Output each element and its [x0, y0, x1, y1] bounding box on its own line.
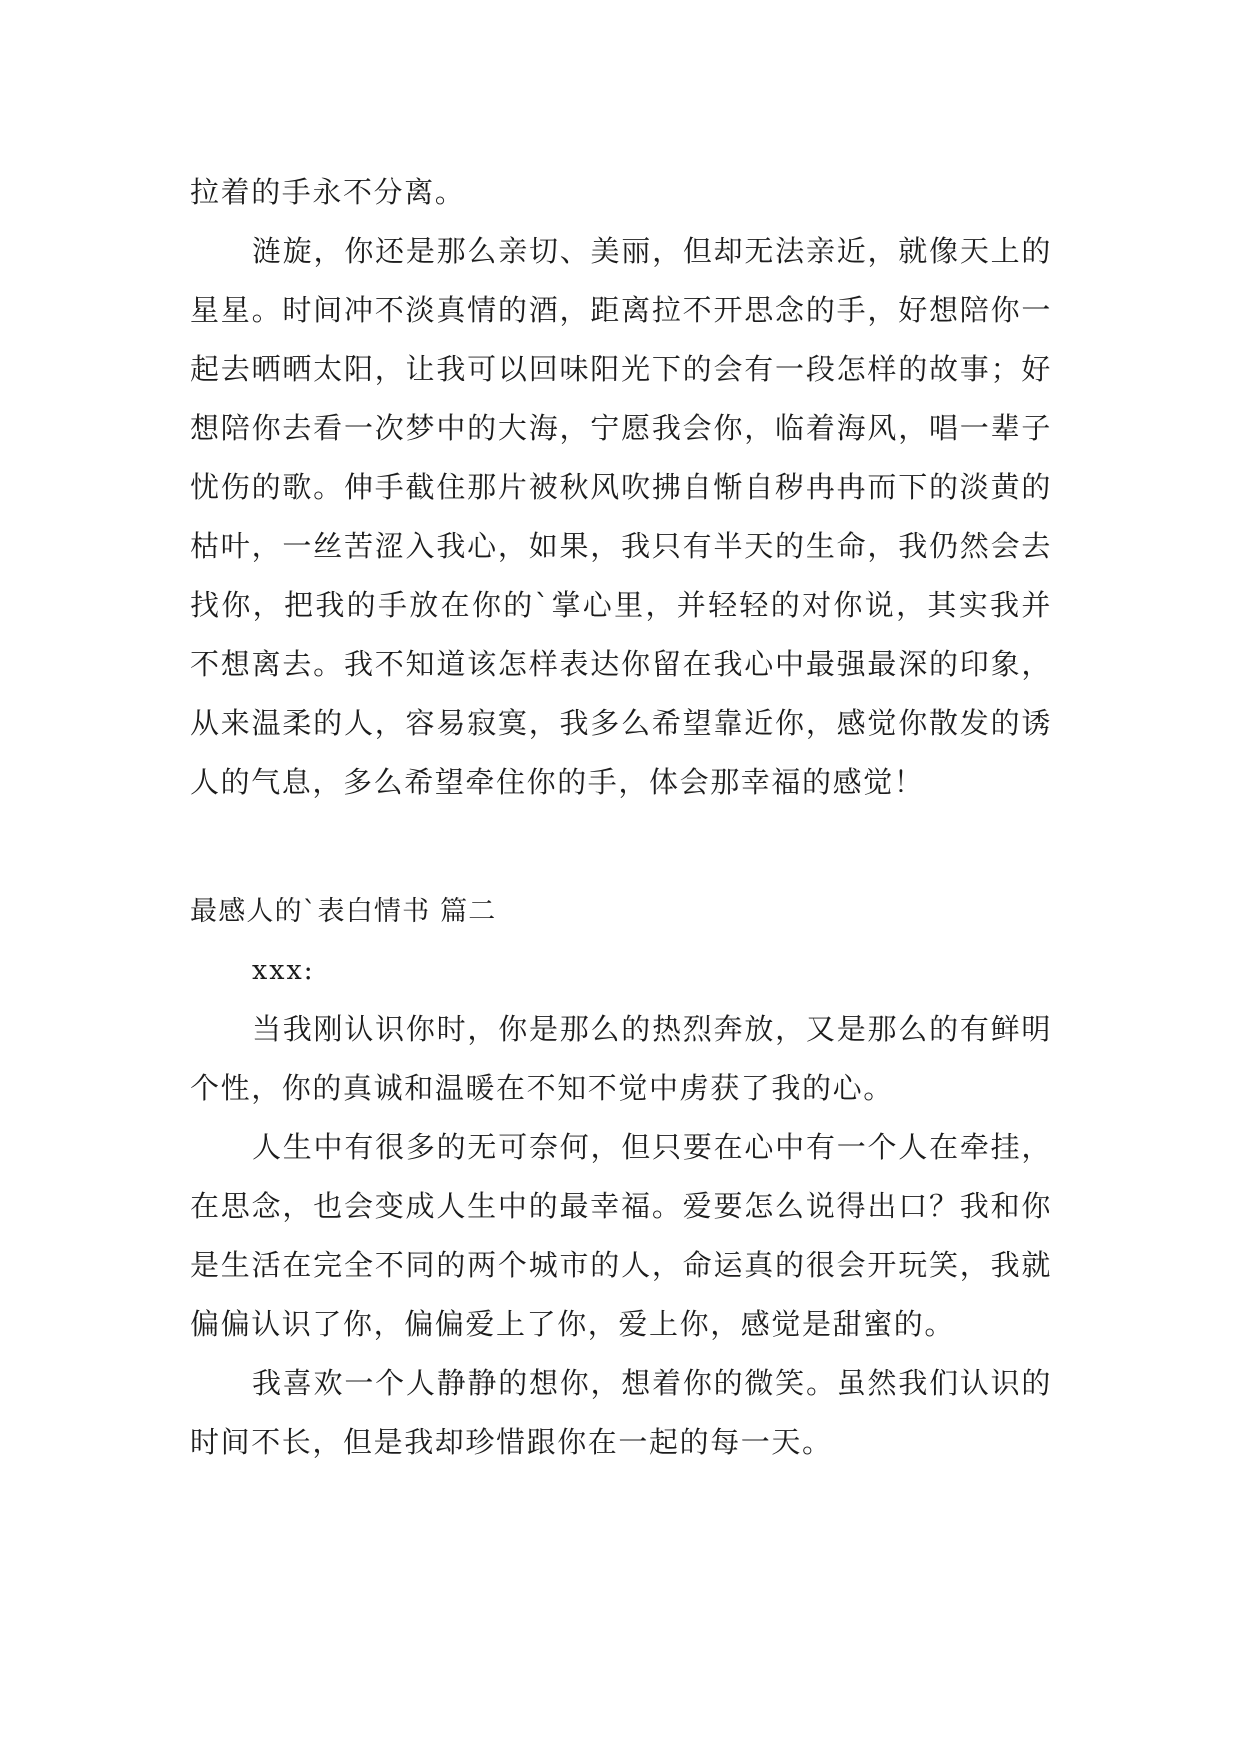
paragraph-section2-2: 人生中有很多的无可奈何，但只要在心中有一个人在牵挂，在思念，也会变成人生中的最幸福。爱要怎么说得出口？我和你是生活在完全不同的两个城市的人，命运真的很会开玩笑，我就偏偏认识了你，偏偏爱上了你，爱上你，感觉是甜蜜的。	[190, 1130, 1052, 1341]
section-heading: 最感人的`表白情书 篇二	[190, 896, 497, 927]
section-spacer	[190, 812, 1052, 882]
salutation: xxx:	[252, 955, 315, 986]
document-body	[190, 163, 1052, 1472]
paragraph-section1: 涟旋，你还是那么亲切、美丽，但却无法亲近，就像天上的星星。时间冲不淡真情的酒，距离拉不开思念的手，好想陪你一起去晒晒太阳，让我可以回味阳光下的会有一段怎样的故事；好想陪你去看一次梦中的大海，宁愿我会你，临着海风，唱一辈子忧伤的歌。伸手截住那片被秋风吹拂自惭自秽冉冉而下的淡黄的枯叶，一丝苦涩入我心，如果，我只有半天的生命，我仍然会去找你，把我的手放在你的`掌心里，并轻轻的对你说，其实我并不想离去。我不知道该怎样表达你留在我心中最强最深的印象，从来温柔的人，容易寂寞，我多么希望靠近你，感觉你散发的诱人的气息，多么希望牵住你的手，体会那幸福的感觉！	[190, 234, 1052, 799]
paragraph-section2-3: 我喜欢一个人静静的想你，想着你的微笑。虽然我们认识的时间不长，但是我却珍惜跟你在一起的每一天。	[190, 1366, 1052, 1459]
paragraph-section2-1: 当我刚认识你时，你是那么的热烈奔放，又是那么的有鲜明个性，你的真诚和温暖在不知不觉中虏获了我的心。	[190, 1012, 1052, 1105]
carryover-line: 拉着的手永不分离。	[190, 175, 466, 209]
